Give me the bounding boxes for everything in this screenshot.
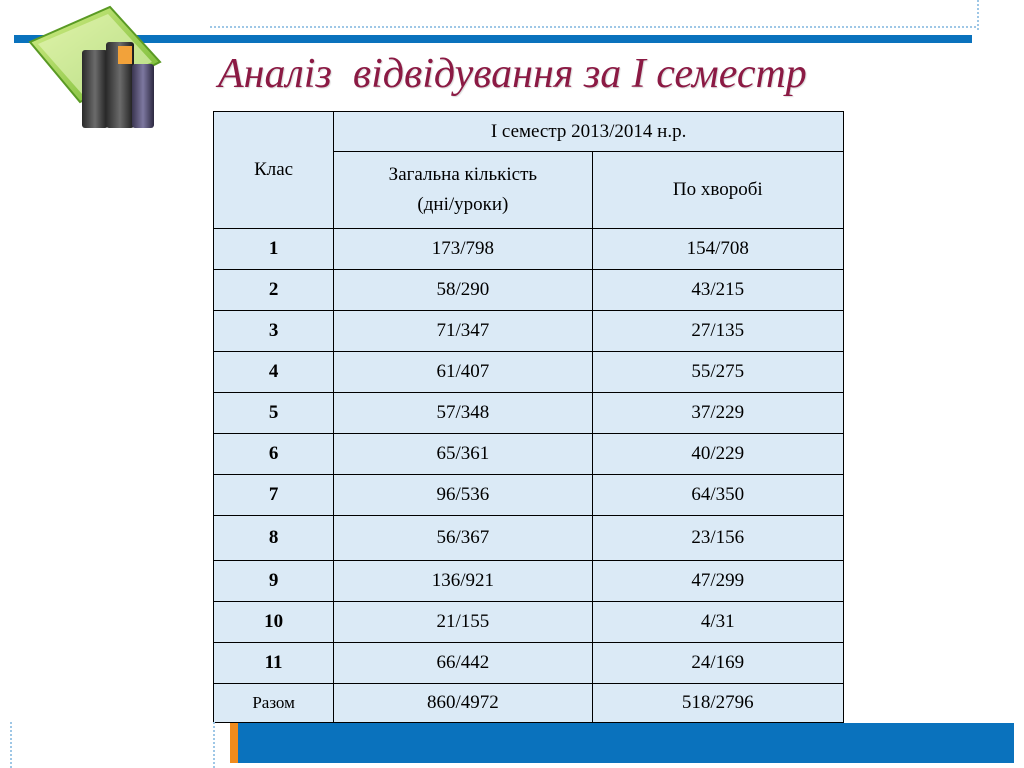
header-semester: І семестр 2013/2014 н.р. bbox=[334, 112, 844, 152]
class-cell: 5 bbox=[214, 393, 334, 434]
table-row bbox=[214, 229, 844, 270]
page-title: Аналіз відвідування за І семестр bbox=[218, 51, 807, 97]
table-row bbox=[214, 602, 844, 643]
total-cell: 58/290 bbox=[334, 270, 592, 311]
total-cell: 21/155 bbox=[334, 602, 592, 643]
bottom-dotted-line bbox=[213, 722, 215, 768]
table-row bbox=[214, 561, 844, 602]
table-row bbox=[214, 434, 844, 475]
illness-cell: 64/350 bbox=[592, 475, 843, 516]
header-class: Клас bbox=[214, 112, 334, 229]
total-cell: 96/536 bbox=[334, 475, 592, 516]
orange-accent-bar bbox=[230, 723, 238, 763]
total-row bbox=[214, 684, 844, 723]
class-cell: 4 bbox=[214, 352, 334, 393]
illness-cell: 47/299 bbox=[592, 561, 843, 602]
illness-cell: 43/215 bbox=[592, 270, 843, 311]
class-cell: 10 bbox=[214, 602, 334, 643]
table-header-row bbox=[214, 112, 844, 152]
table-row bbox=[214, 516, 844, 561]
illness-cell: 55/275 bbox=[592, 352, 843, 393]
class-cell: 9 bbox=[214, 561, 334, 602]
class-cell: 11 bbox=[214, 643, 334, 684]
illness-cell: 40/229 bbox=[592, 434, 843, 475]
table-row bbox=[214, 393, 844, 434]
total-days-cell: 860/4972 bbox=[334, 684, 592, 723]
total-cell: 173/798 bbox=[334, 229, 592, 270]
books-icon bbox=[20, 2, 180, 134]
top-dotted-line bbox=[210, 26, 976, 28]
class-cell: 2 bbox=[214, 270, 334, 311]
table-row bbox=[214, 311, 844, 352]
illness-cell: 37/229 bbox=[592, 393, 843, 434]
illness-cell: 154/708 bbox=[592, 229, 843, 270]
table-row bbox=[214, 475, 844, 516]
class-cell: 7 bbox=[214, 475, 334, 516]
bottom-left-dotted-line bbox=[10, 722, 12, 768]
illness-cell: 27/135 bbox=[592, 311, 843, 352]
total-cell: 71/347 bbox=[334, 311, 592, 352]
header-illness: По хворобі bbox=[592, 152, 843, 229]
total-cell: 65/361 bbox=[334, 434, 592, 475]
attendance-table bbox=[213, 111, 844, 723]
class-cell: 3 bbox=[214, 311, 334, 352]
total-cell: 56/367 bbox=[334, 516, 592, 561]
header-total-line1: Загальна кількість bbox=[388, 164, 538, 185]
total-cell: 57/348 bbox=[334, 393, 592, 434]
table-row bbox=[214, 643, 844, 684]
total-cell: 136/921 bbox=[334, 561, 592, 602]
total-cell: 66/442 bbox=[334, 643, 592, 684]
illness-cell: 24/169 bbox=[592, 643, 843, 684]
header-total-line2: (дні/уроки) bbox=[417, 194, 509, 215]
total-label: Разом bbox=[214, 684, 334, 723]
table-row bbox=[214, 352, 844, 393]
total-cell: 61/407 bbox=[334, 352, 592, 393]
class-cell: 6 bbox=[214, 434, 334, 475]
class-cell: 8 bbox=[214, 516, 334, 561]
illness-cell: 23/156 bbox=[592, 516, 843, 561]
total-illness-cell: 518/2796 bbox=[592, 684, 843, 723]
bottom-accent-bar bbox=[238, 723, 1014, 763]
illness-cell: 4/31 bbox=[592, 602, 843, 643]
header-total bbox=[334, 152, 592, 229]
table-row bbox=[214, 270, 844, 311]
class-cell: 1 bbox=[214, 229, 334, 270]
right-dotted-line bbox=[977, 0, 979, 30]
